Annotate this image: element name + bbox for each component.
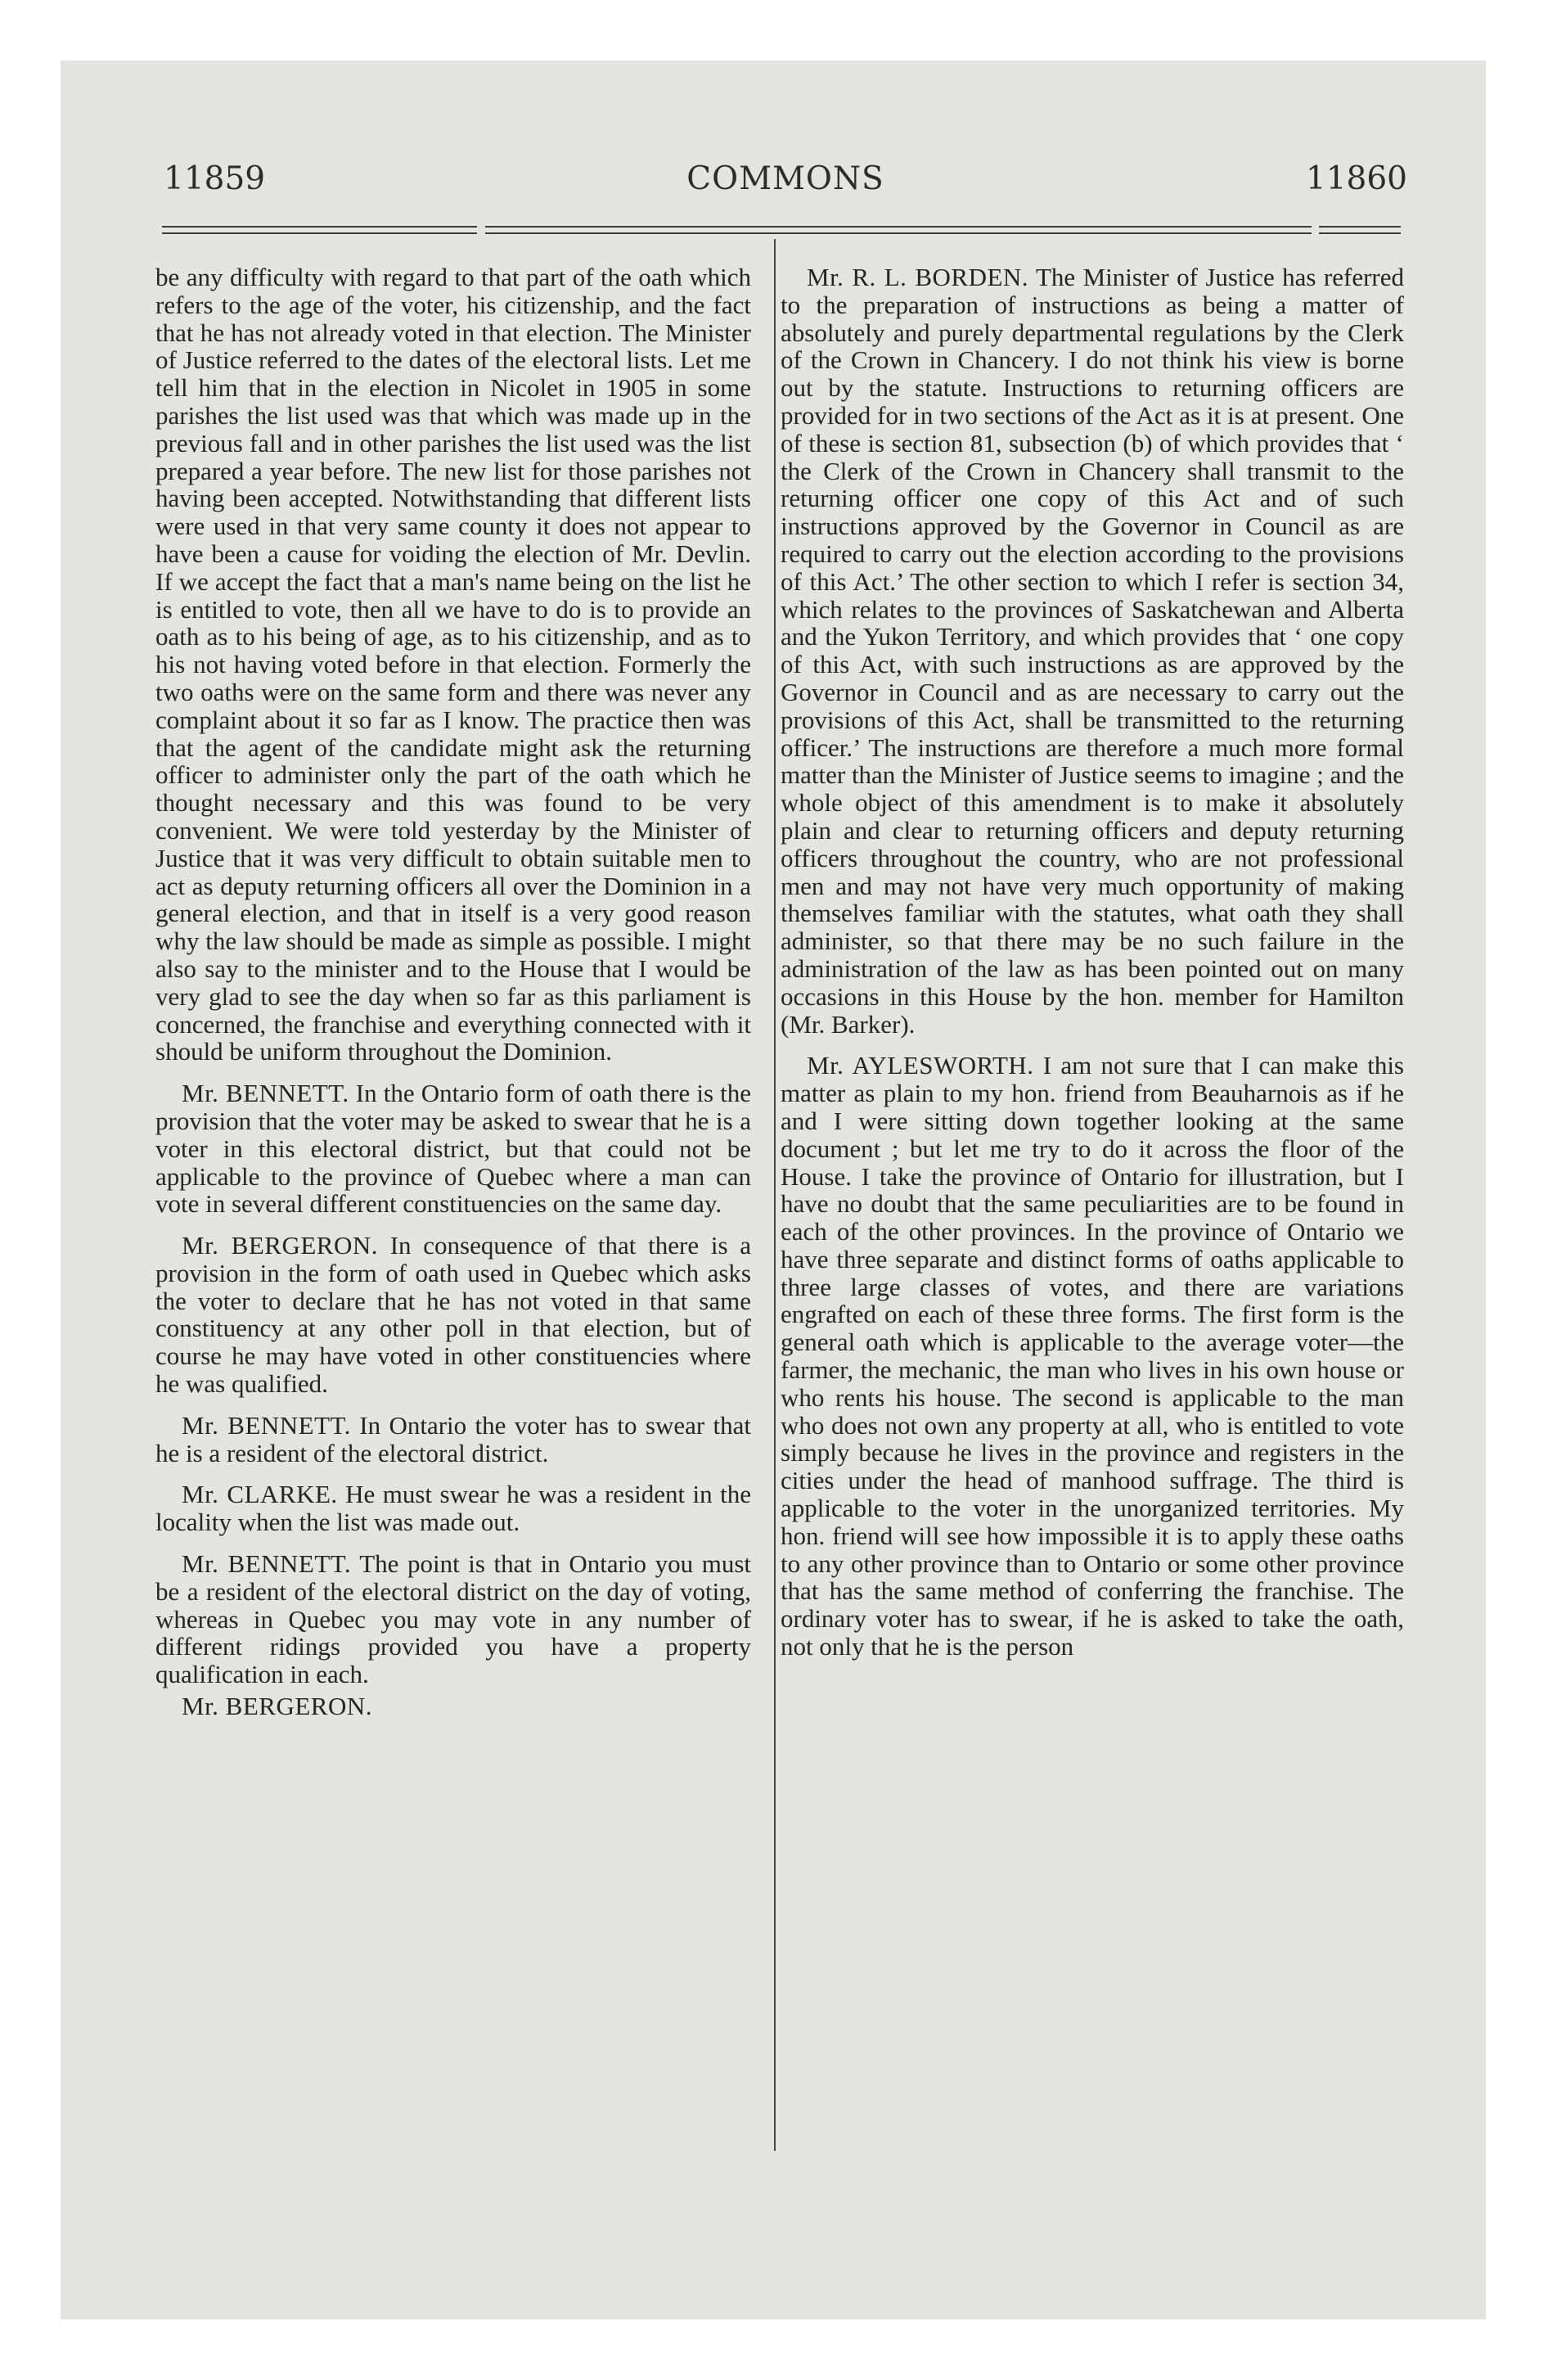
page-number-left: 11859: [164, 160, 266, 197]
speech-text: be any difficulty with regard to that part of the oath which refers to the age of the voter, his citizenship, and the fact that he has not already voted in that election. The Minister of Justice referred to the dates of the electoral lists. Let me tell him that in the election in Nicolet in 1905 in some parishes the list used was that which was made up in the previous fall and in other parishes the list used was the list prepared a year before. The new list for those parishes not having been accepted. Notwithstanding that different lists were used in that very same county it does not appear to have been a cause for voiding the election of Mr. Devlin. If we accept the fact that a man's name being on the list he is entitled to vote, then all we have to do is to provide an oath as to his being of age, as to his citizenship, and as to his not having voted before in that election. Formerly the two oaths were on the same form and there was never any complaint about it so far as I know. The practice then was that the agent of the candidate might ask the returning officer to administer only the part of the oath which he thought necessary and this was found to be very convenient. We were told yesterday by the Minister of Justice that it was very difficult to obtain suitable men to act as deputy returning officers all over the Dominion in a general election, and that in itself is a very good reason why the law should be made as simple as possible. I might also say to the minister and to the House that I would be very glad to see the day when so far as this parliament is concerned, the franchise and everything connected with it should be uniform throughout the Dominion.: [155, 263, 751, 1066]
speaker-name: Mr. R. L. BORDEN.: [807, 263, 1029, 291]
paragraph: [155, 1080, 751, 1218]
header-rule-right-1: [1319, 226, 1401, 228]
paragraph: [155, 264, 751, 1066]
speaker-name: Mr. BENNETT.: [182, 1079, 349, 1108]
paragraph: [155, 1693, 751, 1720]
header-rule-left-2: [162, 232, 477, 234]
paragraph: [155, 1412, 751, 1467]
speech-text: In consequence of that there is a provision in the form of oath used in Quebec which asks the voter to declare that he has not voted in that same constituency at any other poll in that election, but of course he may have voted in other constituencies where he was qualified.: [155, 1231, 751, 1399]
column-divider: [774, 239, 776, 2151]
speaker-name: Mr. AYLESWORTH.: [807, 1051, 1034, 1080]
left-column: [155, 264, 751, 1734]
right-column: [781, 264, 1404, 1675]
paragraph: [155, 1232, 751, 1398]
header-rule-right-2: [1319, 232, 1401, 234]
page-header: [164, 160, 1407, 206]
speech-text: In Ontario the voter has to swear that he is a resident of the electoral district.: [155, 1410, 751, 1467]
header-rule-left-1: [162, 226, 477, 228]
paragraph: [781, 1052, 1404, 1661]
speech-text: He must swear he was a resident in the locality when the list was made out.: [155, 1480, 752, 1537]
speech-text: I am not sure that I can make this matter as plain to my hon. friend from Beauharnois as if he and I were sitting down together looking at the same document ; but let me try to do it across the floor of the House. I take the province of Ontario for illustration, but I have no doubt that the same peculiarities are to be found in each of the other provinces. In the province of Ontario we have three separate and distinct forms of oaths applicable to three large classes of votes, and there are variations engrafted on each of these three forms. The first form is the general oath which is applicable to the average voter—the farmer, the mechanic, the man who lives in his own house or who rents his house. The second is applicable to the man who does not own any property at all, who is entitled to vote simply because he lives in the province and registers in the cities under the head of manhood suffrage. The third is applicable to the voter in the unorganized territories. My hon. friend will see how impossible it is to apply these oaths to any other province than to Ontario or some other province that has the same method of conferring the franchise. The ordinary voter has to swear, if he is asked to take the oath, not only that he is the person: [781, 1051, 1404, 1661]
speaker-name: Mr. CLARKE.: [182, 1480, 338, 1509]
speech-text: The point is that in Ontario you must be a resident of the electoral district on the day of voting, whereas in Quebec you may vote in any number of different ridings provided you have a property qualification in each.: [155, 1549, 751, 1689]
header-rule-mid-2: [485, 232, 1312, 234]
paragraph: [155, 1550, 751, 1688]
header-rule-mid-1: [485, 226, 1312, 228]
speaker-name: Mr. BERGERON.: [182, 1231, 378, 1260]
speaker-name: Mr. BENNETT.: [182, 1549, 352, 1579]
speaker-name: Mr. BENNETT.: [182, 1410, 351, 1440]
speech-text: The Minister of Justice has referred to the preparation of instructions as being a matter of absolutely and purely departmental regulations by the Clerk of the Crown in Chancery. I do not think his view is borne out by the statute. Instructions to returning officers are provided for in two sections of the Act as it is at present. One of these is section 81, subsection (b) of which provides that ‘ the Clerk of the Crown in Chancery shall transmit to the returning officer one copy of this Act and of such instructions approved by the Governor in Council as are required to carry out the election according to the provisions of this Act.’ The other section to which I refer is section 34, which relates to the provinces of Saskatchewan and Alberta and the Yukon Territory, and which provides that ‘ one copy of this Act, with such instructions as are approved by the Governor in Council and as are necessary to carry out the provisions of this Act, shall be transmitted to the returning officer.’ The instructions are therefore a much more formal matter than the Minister of Justice seems to imagine ; and the whole object of this amendment is to make it absolutely plain and clear to returning officers and deputy returning officers throughout the country, who are not professional men and may not have very much opportunity of making themselves familiar with the statutes, what oath they shall administer, so that there may be no such failure in the administration of the law as has been pointed out on many occasions in this House by the hon. member for Hamilton (Mr. Barker).: [781, 263, 1404, 1039]
paragraph: [781, 264, 1404, 1038]
running-title: COMMONS: [686, 160, 884, 197]
page-number-right: 11860: [1305, 160, 1407, 197]
speech-text: In the Ontario form of oath there is the provision that the voter may be asked to swear that he is a voter in this electoral district, but that could not be applicable to the province of Quebec where a man can vote in several different constituencies on the same day.: [155, 1079, 751, 1219]
paragraph: [155, 1481, 751, 1536]
speaker-name: Mr. BERGERON.: [182, 1692, 372, 1721]
